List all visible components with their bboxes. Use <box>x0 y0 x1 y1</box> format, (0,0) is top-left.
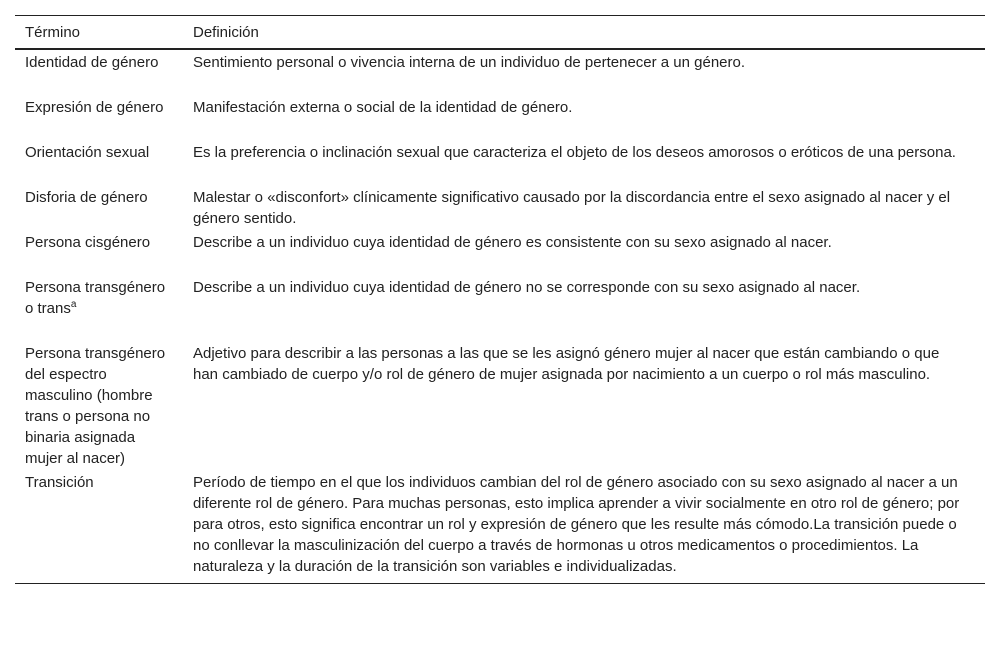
definition-cell: Describe a un individuo cuya identidad de género es consistente con su sexo asignado al nacer. <box>193 234 832 251</box>
header-definition: Definición <box>183 16 985 50</box>
definition-cell: Sentimiento personal o vivencia interna de un individuo de pertenecer a un género. <box>193 54 746 71</box>
table-row <box>15 470 985 584</box>
definition-cell: Manifestación externa o social de la identidad de género. <box>193 99 573 116</box>
table-row <box>15 185 985 230</box>
term-cell: Disforia de género <box>25 189 148 206</box>
footnote-marker: a <box>70 299 77 310</box>
table-row <box>15 49 985 95</box>
table-row <box>15 95 985 140</box>
definition-cell: Es la preferencia o inclinación sexual que caracteriza el objeto de los deseos amorosos o eróticos de una persona. <box>193 144 956 161</box>
term-cell: Orientación sexual <box>25 144 150 161</box>
definitions-table-container <box>15 15 985 584</box>
header-row <box>15 16 985 50</box>
definitions-table <box>15 15 985 584</box>
definition-cell: Malestar o «disconfort» clínicamente significativo causado por la discordancia entre el sexo asignado al nacer y el género sentido. <box>193 189 951 227</box>
table-row <box>15 341 985 470</box>
term-cell: Persona cisgénero <box>25 234 151 251</box>
definition-cell: Período de tiempo en el que los individuos cambian del rol de género asociado con su sexo asignado al nacer a un diferente rol de género. Para muchas personas, esto implica aprender a vivir socialmente en otro rol de género; por para otros, esto significa encontrar un rol y expresión de género que les resulte más cómodo.La transición puede o no conllevar la masculinización del cuerpo a través de hormonas u otros medicamentos o procedimientos. La naturaleza y la duración de la transición son variables e individualizadas. <box>183 470 985 584</box>
definition-cell: Adjetivo para describir a las personas a las que se les asignó género mujer al nacer que están cambiando o que han cambiado de cuerpo y/o rol de género de mujer asignada por nacimiento a un cuerpo o rol más masculino. <box>193 345 940 383</box>
term-cell: Expresión de género <box>25 99 164 116</box>
table-row <box>15 275 985 341</box>
term-text: Persona transgénero o trans <box>25 279 166 317</box>
term-cell: Transición <box>15 470 183 584</box>
table-header <box>15 16 985 50</box>
definition-cell: Describe a un individuo cuya identidad de género no se corresponde con su sexo asignado al nacer. <box>193 279 861 296</box>
term-cell: Identidad de género <box>25 54 159 71</box>
table-body <box>15 49 985 584</box>
table-row <box>15 230 985 275</box>
table-row <box>15 140 985 185</box>
term-cell: Persona transgénero del espectro masculino (hombre trans o persona no binaria asignada mujer al nacer) <box>25 345 166 467</box>
header-term: Término <box>15 16 183 50</box>
term-cell <box>15 275 183 341</box>
